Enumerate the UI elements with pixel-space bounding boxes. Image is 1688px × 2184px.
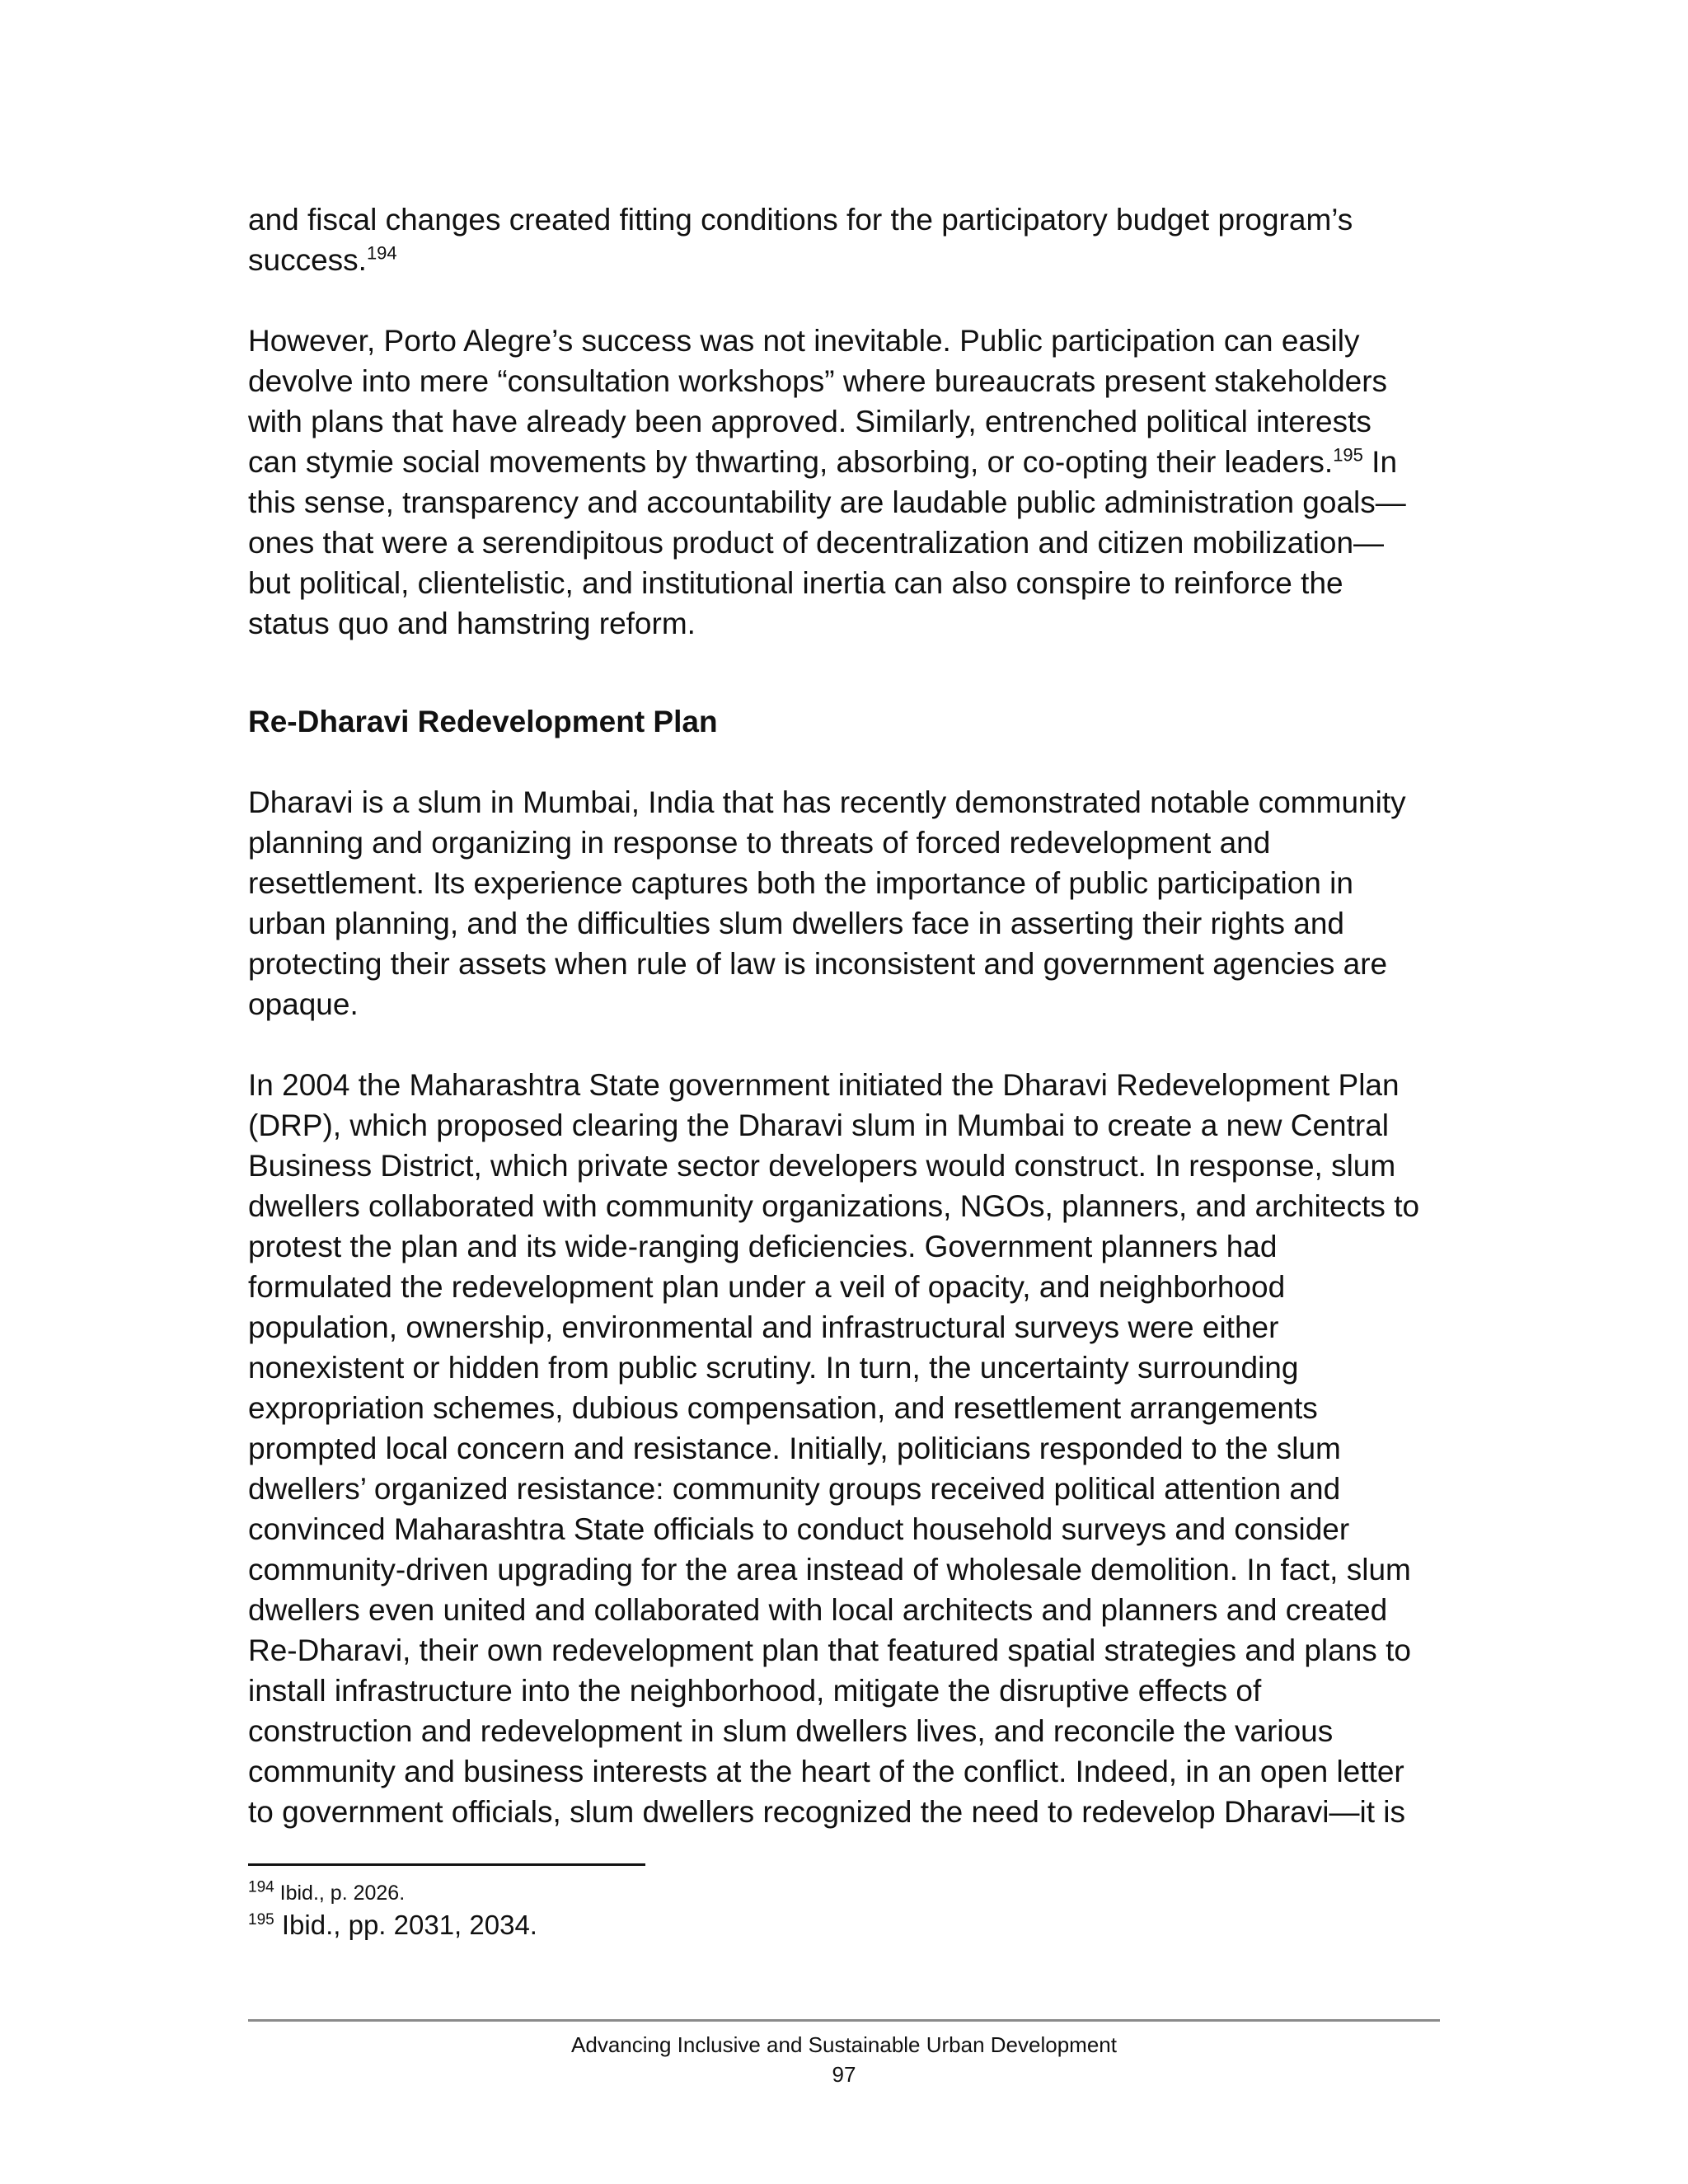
footnote-number: 195 — [248, 1911, 274, 1929]
paragraph-4: In 2004 the Maharashtra State government initiated the Dharavi Redevelopment Plan (DRP), which proposed clearing the Dharavi slum in Mumbai to create a new Central Business District, which private sector developers would construct. In response, slum dwellers collaborated with community organizations, NGOs, planners, and architects to protest the plan and its wide-ranging deficiencies. Government planners had formulated the redevelopment plan under a veil of opacity, and neighborhood population, ownership, environmental and infrastructural surveys were either nonexistent or hidden from public scrutiny. In turn, the uncertainty surrounding expropriation schemes, dubious compensation, and resettlement arrangements prompted local concern and resistance. Initially, politicians responded to the slum dwellers’ organized resistance: community groups received political attention and convinced Maharashtra State officials to conduct household surveys and consider community-driven upgrading for the area instead of wholesale demolition. In fact, slum dwellers even united and collaborated with local architects and planners and created Re-Dharavi, their own redevelopment plan that featured spatial strategies and plans to install infrastructure into the neighborhood, mitigate the disruptive effects of construction and redevelopment in slum dwellers lives, and reconcile the various community and business interests at the heart of the conflict. Indeed, in an open letter to government officials, slum dwellers recognized the need to redevelop Dharavi—it is — [248, 1068, 1420, 1829]
paragraph-2 — [248, 321, 1435, 644]
footnote-ref-194[interactable]: 194 — [366, 242, 397, 264]
footnotes — [248, 1877, 1402, 1942]
footer-divider — [248, 2019, 1440, 2022]
footnote-text: Ibid., pp. 2031, 2034. — [281, 1910, 537, 1940]
footnote-195 — [248, 1909, 1402, 1942]
footnote-separator — [248, 1863, 645, 1866]
footer-title: Advancing Inclusive and Sustainable Urban Development — [571, 2032, 1117, 2057]
footnote-ref-195[interactable]: 195 — [1333, 444, 1363, 466]
paragraph-2-text-b: In this sense, transparency and accountability are laudable public administration goals— ones that were a serendipitous product of decentralization and citizen mobilization— but political, clientelistic, and institutional inertia can also conspire to reinforce the status quo and hamstring reform. — [248, 445, 1406, 640]
paragraph-3: Dharavi is a slum in Mumbai, India that has recently demonstrated notable community planning and organizing in response to threats of forced redevelopment and resettlement. Its experience captures both the importance of public participation in urban planning, and the difficulties slum dwellers face in asserting their rights and protecting their assets when rule of law is inconsistent and government agencies are opaque. — [248, 785, 1406, 1021]
footnote-number: 194 — [248, 1878, 274, 1896]
footnote-194 — [248, 1877, 1402, 1909]
paragraph-1-text: and fiscal changes created fitting conditions for the participatory budget program’s success. — [248, 203, 1353, 277]
page-number: 97 — [832, 2062, 856, 2087]
section-heading: Re-Dharavi Redevelopment Plan — [248, 705, 718, 738]
body-text — [248, 199, 1435, 1832]
paragraph-1 — [248, 199, 1435, 280]
paragraph-2-text-a: However, Porto Alegre’s success was not inevitable. Public participation can easily devolve into mere “consultation workshops” where bureaucrats present stakeholders with plans that have already been approved. Similarly, entrenched political interests can stymie social movements by thwarting, absorbing, or co-opting their leaders. — [248, 324, 1388, 479]
footnote-text: Ibid., p. 2026. — [279, 1882, 406, 1905]
